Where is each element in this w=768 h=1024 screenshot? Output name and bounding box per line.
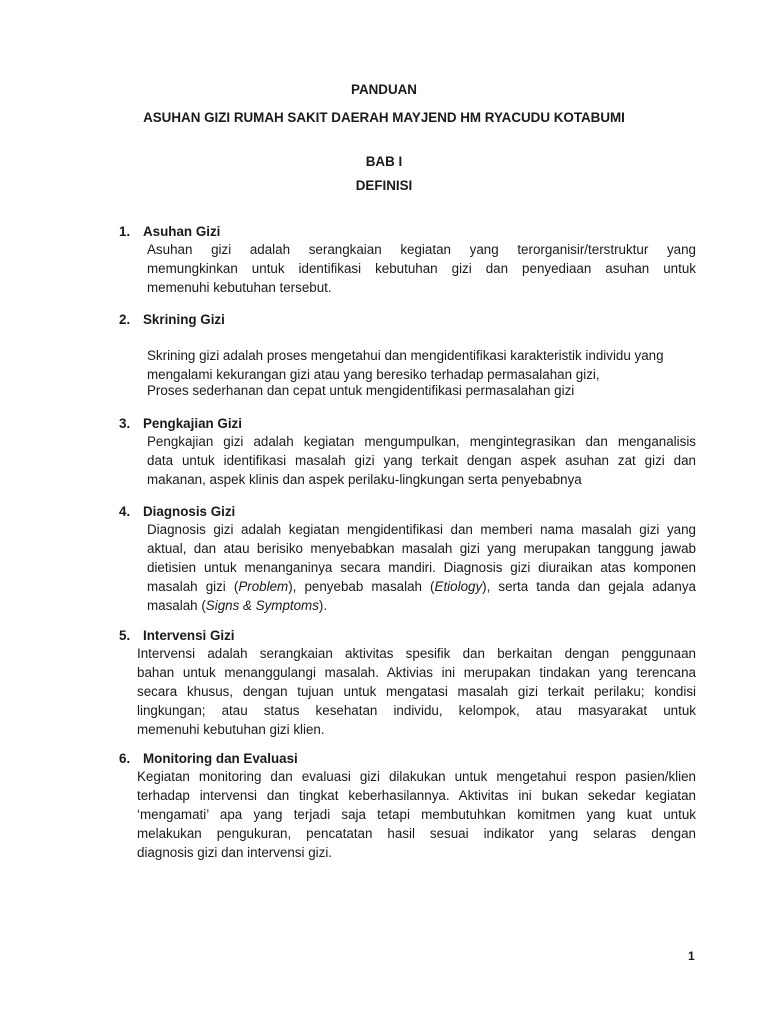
- paragraph-line: memungkinkan untuk identifikasi kebutuhan gizi dan penyediaan asuhan untuk: [147, 261, 696, 276]
- section-heading: [119, 751, 298, 766]
- chapter-label: BAB I: [365, 154, 403, 169]
- paragraph-line: diagnosis gizi dan intervensi gizi.: [137, 845, 333, 860]
- section-body: [137, 767, 696, 862]
- section-heading: [119, 416, 242, 431]
- section-title: Diagnosis Gizi: [143, 504, 236, 519]
- section-number: 4.: [119, 504, 131, 519]
- paragraph-line: Intervensi adalah serangkaian aktivitas spesifik dan berkaitan dengan penggunaan: [137, 646, 696, 661]
- section-body: [147, 240, 696, 297]
- paragraph-line: Asuhan gizi adalah serangkaian kegiatan yang terorganisir/terstruktur yang: [147, 242, 696, 257]
- paragraph-line: lingkungan; atau status kesehatan individu, kelompok, atau masyarakat untuk: [137, 703, 696, 718]
- text-run: masalah gizi (: [147, 579, 239, 594]
- paragraph-line: ‘mengamati’ apa yang terjadi saja tetapi membutuhkan komitmen yang kuat untuk: [137, 807, 696, 822]
- text-run: ), serta tanda dan gejala adanya: [482, 579, 697, 594]
- section-heading: [119, 312, 225, 327]
- paragraph-line: Proses sederhanan dan cepat untuk mengidentifikasi permasalahan gizi: [147, 383, 575, 398]
- paragraph-line: [147, 596, 696, 615]
- section-body: [147, 520, 696, 615]
- emphasis-signs-symptoms: Signs & Symptoms: [205, 598, 319, 613]
- paragraph-line: Skrining gizi adalah proses mengetahui dan mengidentifikasi karakteristik individu yang: [147, 348, 664, 363]
- paragraph-line: makanan, aspek klinis dan aspek perilaku-lingkungan serta penyebabnya: [147, 472, 582, 487]
- section-number: 2.: [119, 312, 131, 327]
- paragraph-line: memenuhi kebutuhan gizi klien.: [137, 722, 325, 737]
- paragraph-line: secara khusus, dengan tujuan untuk mengatasi masalah gizi terkait perilaku; kondisi: [137, 684, 696, 699]
- paragraph-line: data untuk identifikasi masalah gizi yang terkait dengan aspek asuhan zat gizi dan: [147, 453, 696, 468]
- paragraph-line: terhadap intervensi dan tingkat keberhasilannya. Aktivitas ini bukan sekedar kegiatan: [137, 788, 696, 803]
- section-body: [147, 432, 696, 489]
- paragraph-line: mengalami kekurangan gizi atau yang beresiko terhadap permasalahan gizi,: [147, 367, 600, 382]
- emphasis-problem: Problem: [238, 579, 289, 594]
- paragraph-line: bahan untuk menanggulangi masalah. Aktivias ini merupakan tindakan yang terencana: [137, 665, 696, 680]
- document-subtitle: ASUHAN GIZI RUMAH SAKIT DAERAH MAYJEND HM RYACUDU KOTABUMI: [143, 110, 625, 125]
- section-title: Skrining Gizi: [143, 312, 225, 327]
- section-body: [147, 346, 696, 400]
- section-number: 5.: [119, 628, 131, 643]
- section-title: Intervensi Gizi: [143, 628, 235, 643]
- paragraph-line: Kegiatan monitoring dan evaluasi gizi dilakukan untuk mengetahui respon pasien/klien: [137, 769, 696, 784]
- chapter-title: DEFINISI: [355, 178, 413, 193]
- paragraph-line: dietisien untuk menanganinya secara mandiri. Diagnosis gizi diuraikan atas komponen: [147, 560, 696, 575]
- emphasis-etiology: Etiology: [434, 579, 483, 594]
- section-heading: [119, 504, 235, 519]
- section-title: Monitoring dan Evaluasi: [143, 751, 298, 766]
- paragraph-line: aktual, dan atau berisiko menyebabkan masalah gizi yang merupakan tanggung jawab: [147, 541, 696, 556]
- section-heading: [119, 224, 220, 239]
- section-number: 3.: [119, 416, 131, 431]
- paragraph-line: Diagnosis gizi adalah kegiatan mengidentifikasi dan memberi nama masalah gizi yang: [147, 522, 696, 537]
- paragraph-line: Pengkajian gizi adalah kegiatan mengumpulkan, mengintegrasikan dan menganalisis: [147, 434, 696, 449]
- paragraph-line: memenuhi kebutuhan tersebut.: [147, 280, 332, 295]
- section-title: Pengkajian Gizi: [143, 416, 242, 431]
- text-run: ), penyebab masalah (: [288, 579, 435, 594]
- paragraph-line: melakukan pengukuran, pencatatan hasil sesuai indikator yang selaras dengan: [137, 826, 696, 841]
- text-run: ).: [318, 598, 328, 613]
- page-number: 1: [688, 949, 695, 963]
- section-body: [137, 644, 696, 739]
- document-title: PANDUAN: [351, 82, 417, 97]
- section-title: Asuhan Gizi: [143, 224, 221, 239]
- paragraph-line: [147, 577, 696, 596]
- section-heading: [119, 628, 235, 643]
- section-number: 6.: [119, 751, 131, 766]
- text-run: masalah (: [147, 598, 206, 613]
- section-number: 1.: [119, 224, 131, 239]
